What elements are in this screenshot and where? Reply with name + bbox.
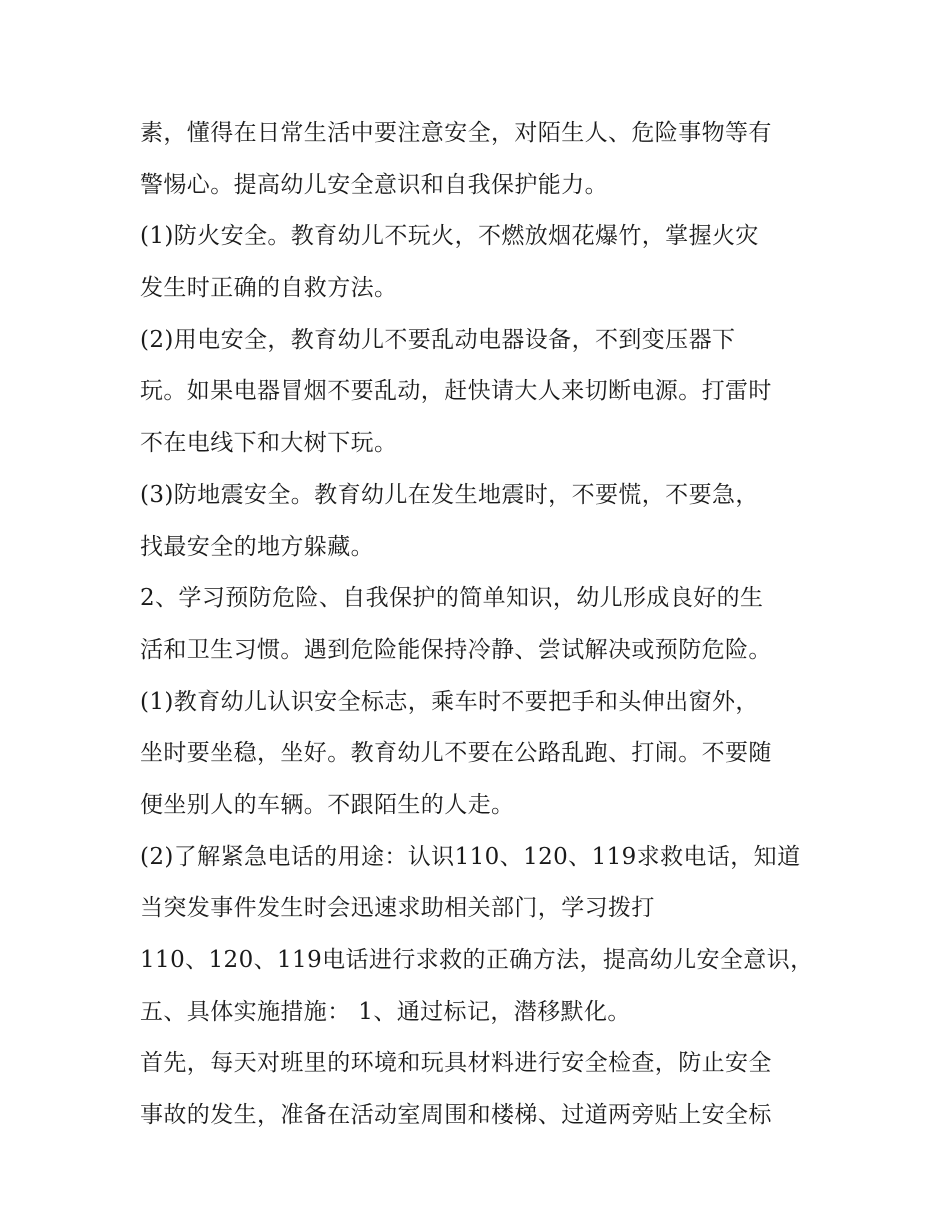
text-line: 事故的发生，准备在活动室周围和楼梯、过道两旁贴上安全标	[140, 1102, 772, 1129]
text-line: (1)教育幼儿认识安全标志，乘车时不要把手和头伸出窗外，	[140, 688, 759, 715]
text-line: 首先，每天对班里的环境和玩具材料进行安全检查，防止安全	[140, 1050, 772, 1077]
text-line: (1)防火安全。教育幼儿不玩火，不燃放烟花爆竹，掌握火灾	[140, 223, 759, 250]
text-line: 活和卫生习惯。遇到危险能保持冷静、尝试解决或预防危险。	[140, 636, 772, 663]
text-line: 发生时正确的自救方法。	[140, 275, 398, 302]
text-line: (3)防地震安全。教育幼儿在发生地震时，不要慌，不要急，	[140, 481, 759, 508]
text-line: 警惕心。提高幼儿安全意识和自我保护能力。	[140, 171, 608, 198]
text-line: 坐时要坐稳，坐好。教育幼儿不要在公路乱跑、打闹。不要随	[140, 740, 772, 767]
text-line: 便坐别人的车辆。不跟陌生的人走。	[140, 791, 515, 818]
text-line: 素，懂得在日常生活中要注意安全，对陌生人、危险事物等有	[140, 120, 772, 146]
text-line: 当突发事件发生时会迅速求助相关部门，学习拨打	[140, 895, 655, 922]
text-line: 五、具体实施措施： 1、通过标记，潜移默化。	[140, 998, 631, 1025]
text-line: 2、学习预防危险、自我保护的简单知识，幼儿形成良好的生	[140, 585, 764, 612]
text-line: 110、120、119电话进行求救的正确方法，提高幼儿安全意识，	[140, 947, 814, 973]
text-line: 找最安全的地方躲藏。	[140, 533, 374, 560]
text-line: (2)了解紧急电话的用途：认识110、120、119求救电话，知道	[140, 843, 801, 870]
text-line: 玩。如果电器冒烟不要乱动，赶快请大人来切断电源。打雷时	[140, 378, 772, 405]
text-line: (2)用电安全，教育幼儿不要乱动电器设备，不到变压器下	[140, 326, 736, 353]
text-line: 不在电线下和大树下玩。	[140, 430, 398, 457]
body-text	[140, 108, 830, 1142]
